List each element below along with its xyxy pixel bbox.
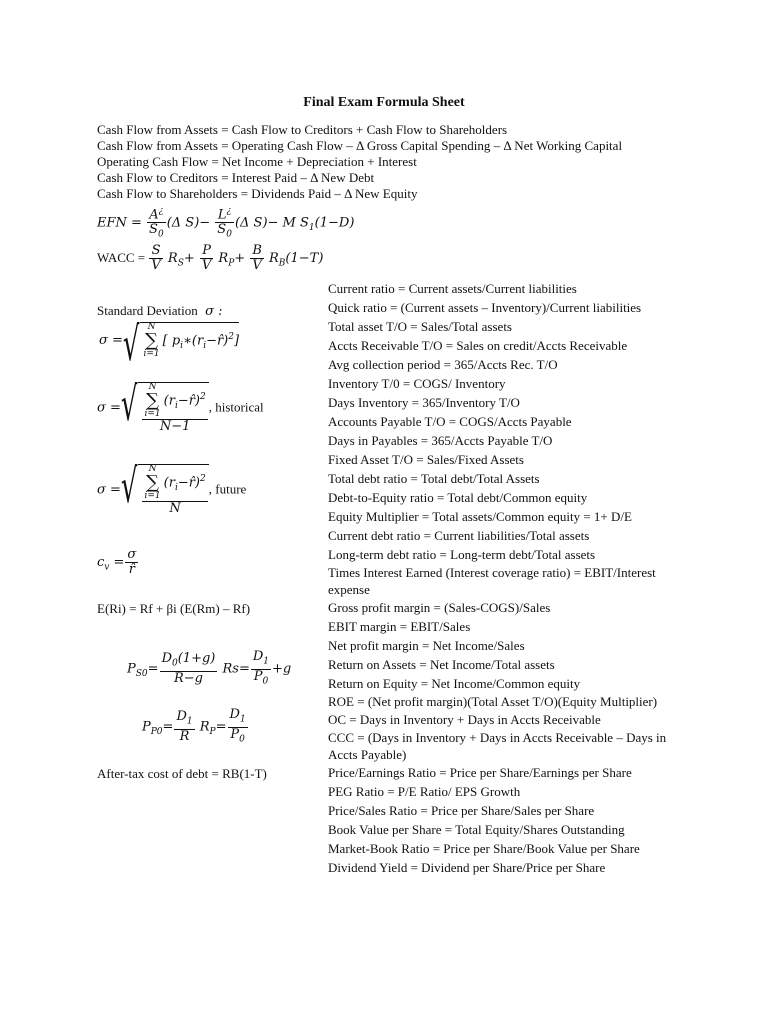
cv-formula: $c_v$ = $\frac{\sigma}{r̂}$ — [97, 547, 137, 577]
page-title: Final Exam Formula Sheet — [303, 95, 465, 110]
cash-flow-line: Cash Flow to Shareholders = Dividends Paid – Δ New Equity — [97, 186, 418, 201]
capm-formula: E(Ri) = Rf + βi (E(Rm) – Rf) — [97, 601, 251, 616]
std-dev-formula-probability: σ = √ N ∑ i=1 [ $p_i∗(r_i-r̂)^2$] — [99, 318, 240, 373]
ratio-item: Equity Multiplier = Total assets/Common equity = 1+ D/E — [328, 509, 632, 524]
after-tax-cost: After-tax cost of debt = RB(1-T) — [97, 766, 267, 781]
ratio-item: OC = Days in Inventory + Days in Accts Receivable — [328, 712, 601, 727]
ratio-item: Inventory T/0 = COGS/ Inventory — [328, 376, 506, 391]
ratio-item: Price/Earnings Ratio = Price per Share/Earnings per Share — [328, 765, 632, 780]
std-dev-formula-future: σ = √ N ∑ i=1 $(r_i-r̂)^2$ N , future — [97, 460, 247, 516]
ratio-item: Accts Receivable T/O = Sales on credit/Accts Receivable — [328, 338, 628, 353]
ratio-item: Total debt ratio = Total debt/Total Assets — [328, 471, 540, 486]
ratio-item: Days in Payables = 365/Accts Payable T/O — [328, 433, 553, 448]
efn-formula: EFN = $\frac{A^¿}{S_0}$ (Δ S)− $\frac{L^¿}{S_0}$ (Δ S)− M $S_1(1-D)$ — [97, 206, 355, 240]
cash-flow-line: Cash Flow to Creditors = Interest Paid – Δ New Debt — [97, 170, 375, 185]
ratio-item: Quick ratio = (Current assets – Inventory)/Current liabilities — [328, 300, 642, 315]
cash-flow-block — [97, 122, 622, 202]
future-label: , future — [208, 481, 247, 497]
ratios-list — [328, 279, 668, 877]
std-dev-label: Standard Deviation — [97, 303, 198, 318]
ratio-item: Current ratio = Current assets/Current liabilities — [328, 281, 577, 296]
ratio-item: Debt-to-Equity ratio = Total debt/Common equity — [328, 490, 588, 505]
ratio-item: Times Interest Earned (Interest coverage ratio) = EBIT/Interest expense — [328, 565, 656, 597]
ratio-item: Book Value per Share = Total Equity/Shares Outstanding — [328, 822, 625, 837]
ratio-item: Fixed Asset T/O = Sales/Fixed Assets — [328, 452, 524, 467]
ratio-item: Gross profit margin = (Sales-COGS)/Sales — [328, 600, 551, 615]
wacc-label: WACC = — [97, 250, 146, 265]
ratio-item: Net profit margin = Net Income/Sales — [328, 638, 525, 653]
cash-flow-line: Cash Flow from Assets = Cash Flow to Creditors + Cash Flow to Shareholders — [97, 122, 508, 137]
ratio-item: Avg collection period = 365/Accts Rec. T/O — [328, 357, 558, 372]
wacc-formula: WACC = $\frac{S}{V}$ $R_S+$ $\frac{P}{V}$ $R_P+$ $\frac{B}{V}$ $R_B(1-T)$ — [97, 243, 324, 273]
cash-flow-line: Cash Flow from Assets = Operating Cash Flow – Δ Gross Capital Spending – Δ Net Working Capital — [97, 138, 623, 153]
cash-flow-line: Operating Cash Flow = Net Income + Depreciation + Interest — [97, 154, 417, 169]
ratio-item: Price/Sales Ratio = Price per Share/Sales per Share — [328, 803, 595, 818]
historical-label: , historical — [208, 399, 264, 415]
ratio-item: CCC = (Days in Inventory + Days in Accts Receivable – Days in Accts Payable) — [328, 730, 667, 762]
ratio-item: PEG Ratio = P/E Ratio/ EPS Growth — [328, 784, 521, 799]
ratio-item: Long-term debt ratio = Long-term debt/Total assets — [328, 547, 596, 562]
ratio-item: Current debt ratio = Current liabilities/Total assets — [328, 528, 590, 543]
ratio-item: Days Inventory = 365/Inventory T/O — [328, 395, 520, 410]
std-dev-formula-historical: σ = √ N ∑ i=1 $(r_i-r̂)^2$ N−1 , historical — [97, 378, 264, 434]
ratio-item: Return on Equity = Net Income/Common equity — [328, 676, 581, 691]
dgm-formula: $P_{S0}=$ $\frac{D_0(1+g)}{R-g}$ Rs= $\frac{D_1}{P_0}$ +g — [127, 649, 292, 687]
ratio-item: Dividend Yield = Dividend per Share/Price per Share — [328, 860, 606, 875]
ratio-item: Accounts Payable T/O = COGS/Accts Payable — [328, 414, 572, 429]
std-dev-heading: Standard Deviation σ : — [97, 303, 223, 319]
ratio-item: ROE = (Net profit margin)(Total Asset T/O)(Equity Multiplier) — [328, 694, 658, 709]
ratio-item: Market-Book Ratio = Price per Share/Book Value per Share — [328, 841, 640, 856]
ratio-item: Return on Assets = Net Income/Total assets — [328, 657, 555, 672]
ratio-item: Total asset T/O = Sales/Total assets — [328, 319, 512, 334]
ratio-item: EBIT margin = EBIT/Sales — [328, 619, 471, 634]
preferred-formula: $P_{P0}=$ $\frac{D_1}{R}$ $R_P=$ $\frac{D_1}{P_0}$ — [142, 707, 246, 745]
